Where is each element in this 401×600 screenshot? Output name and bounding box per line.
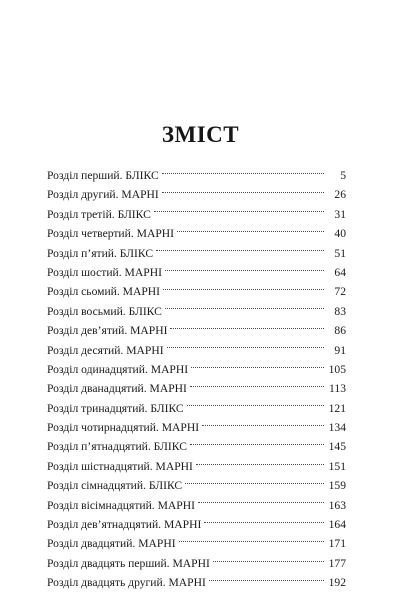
toc-entry-label: Розділ дев’ятий. МАРНІ (47, 324, 168, 338)
dot-leader (213, 560, 324, 562)
toc-entry[interactable] (47, 573, 346, 592)
dot-leader (190, 385, 324, 387)
toc-entry[interactable] (47, 496, 346, 515)
toc-entry[interactable] (47, 321, 346, 340)
dot-leader (204, 521, 324, 523)
dot-leader (190, 443, 324, 445)
toc-entry[interactable] (47, 263, 346, 282)
toc-entry-label: Розділ чотирнадцятий. МАРНІ (47, 421, 200, 435)
toc-entry-page: 91 (334, 343, 346, 357)
toc-entry-page: 163 (328, 498, 346, 512)
toc-entry[interactable] (47, 205, 346, 224)
toc-entry-page: 105 (328, 362, 346, 376)
dot-leader (156, 249, 324, 251)
dot-leader (177, 230, 324, 232)
toc-title: ЗМІСТ (161, 122, 240, 147)
toc-entry[interactable] (47, 437, 346, 456)
toc-entry-page: 145 (328, 440, 346, 454)
toc-entry-label: Розділ сьомий. МАРНІ (47, 285, 161, 299)
toc-entry-page: 151 (328, 459, 346, 473)
toc-entry-page: 121 (328, 401, 346, 415)
toc-entry-label: Розділ двадцять другий. МАРНІ (47, 576, 206, 590)
dot-leader (185, 482, 324, 484)
dot-leader (191, 366, 324, 368)
dot-leader (187, 404, 324, 406)
toc-entry-page: 86 (334, 324, 346, 338)
toc-entry-label: Розділ тринадцятий. БЛІКС (47, 401, 184, 415)
toc-entry[interactable] (47, 360, 346, 379)
toc-entry-page: 40 (334, 227, 346, 241)
toc-entry[interactable] (47, 418, 346, 437)
toc-entry[interactable] (47, 554, 346, 573)
toc-entry-label: Розділ вісімнадцятий. МАРНІ (47, 498, 195, 512)
toc-entry-label: Розділ сімнадцятий. БЛІКС (47, 479, 183, 493)
toc-entry[interactable] (47, 166, 346, 185)
toc-entry-label: Розділ шістнадцятий. МАРНІ (47, 459, 193, 473)
toc-entry-page: 31 (334, 207, 346, 221)
toc-entry-page: 64 (334, 265, 346, 279)
toc-entry-page: 83 (334, 304, 346, 318)
toc-entry[interactable] (47, 185, 346, 204)
dot-leader (163, 288, 324, 290)
dot-leader (198, 501, 324, 503)
toc-entry-label: Розділ дев’ятнадцятий. МАРНІ (47, 518, 202, 532)
toc-entry-label: Розділ десятий. МАРНІ (47, 343, 164, 357)
toc-entry[interactable] (47, 457, 346, 476)
toc-entry-page: 5 (340, 169, 346, 182)
dot-leader (170, 327, 324, 329)
dot-leader (154, 210, 324, 212)
dot-leader (167, 346, 324, 348)
toc-entry[interactable] (47, 476, 346, 495)
toc-entry-page: 164 (328, 518, 346, 532)
toc-entry-page: 134 (328, 421, 346, 435)
dot-leader (165, 269, 324, 271)
toc-entry-label: Розділ дванадцятий. МАРНІ (47, 382, 187, 396)
toc-entry-page: 113 (329, 382, 346, 396)
toc-entry[interactable] (47, 224, 346, 243)
toc-entry-label: Розділ двадцятий. МАРНІ (47, 537, 176, 551)
dot-leader (202, 424, 324, 426)
toc-entry-page: 192 (328, 576, 346, 590)
dot-leader (196, 463, 324, 465)
toc-entry[interactable] (47, 282, 346, 301)
dot-leader (209, 579, 324, 581)
toc-list (47, 166, 346, 593)
toc-entry[interactable] (47, 302, 346, 321)
toc-entry-label: Розділ п’ятнадцятий. БЛІКС (47, 440, 187, 454)
dot-leader (165, 307, 324, 309)
toc-entry[interactable] (47, 244, 346, 263)
toc-entry[interactable] (47, 341, 346, 360)
toc-entry-label: Розділ перший. БЛІКС (47, 169, 159, 182)
toc-entry-page: 26 (334, 188, 346, 202)
toc-entry-label: Розділ другий. МАРНІ (47, 188, 159, 202)
toc-entry[interactable] (47, 379, 346, 398)
toc-entry-page: 159 (328, 479, 346, 493)
dot-leader (179, 540, 324, 542)
toc-entry-label: Розділ четвертий. МАРНІ (47, 227, 175, 241)
toc-entry-label: Розділ третій. БЛІКС (47, 207, 151, 221)
dot-leader (162, 172, 324, 174)
dot-leader (162, 191, 324, 193)
toc-entry-page: 72 (334, 285, 346, 299)
toc-entry-page: 51 (334, 246, 346, 260)
toc-entry-label: Розділ п’ятий. БЛІКС (47, 246, 154, 260)
toc-entry-label: Розділ двадцять перший. МАРНІ (47, 556, 210, 570)
toc-entry-label: Розділ одинадцятий. МАРНІ (47, 362, 189, 376)
toc-entry-page: 171 (328, 537, 346, 551)
toc-entry[interactable] (47, 399, 346, 418)
toc-entry-label: Розділ восьмий. БЛІКС (47, 304, 162, 318)
toc-entry[interactable] (47, 515, 346, 534)
toc-entry-page: 177 (328, 556, 346, 570)
toc-entry-label: Розділ шостий. МАРНІ (47, 265, 162, 279)
toc-entry[interactable] (47, 534, 346, 553)
